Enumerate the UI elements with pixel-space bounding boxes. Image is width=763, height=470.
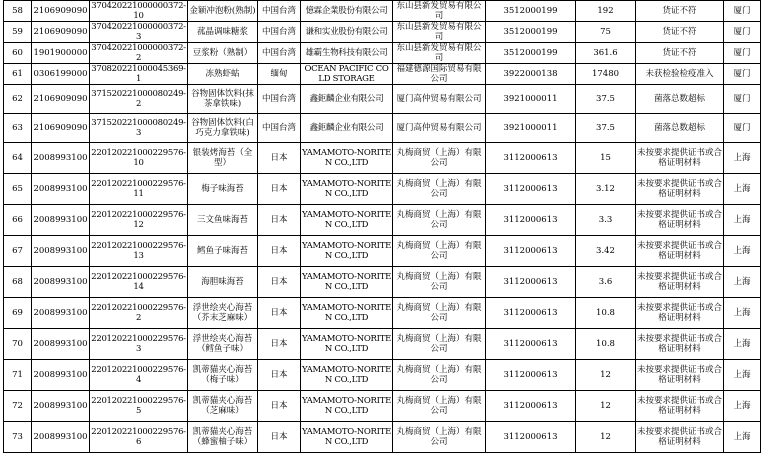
cell-code: 3922000138 (486, 64, 576, 85)
cell-port: 厦门 (724, 64, 761, 85)
cell-reason: 未按要求提供证书或合格证明材料 (636, 329, 724, 360)
cell-hs: 2008993100 (32, 391, 90, 422)
table-row (4, 422, 761, 453)
cell-manufacturer: YAMAMOTO-NORITEN CO.,LTD (301, 267, 393, 298)
cell-manufacturer: YAMAMOTO-NORITEN CO.,LTD (301, 329, 393, 360)
cell-no: 73 (4, 422, 32, 453)
cell-manufacturer: 憶霖企業股份有限公司 (301, 1, 393, 22)
table-row (4, 174, 761, 205)
cell-reason: 未按要求提供证书或合格证明材料 (636, 422, 724, 453)
cell-no: 62 (4, 85, 32, 114)
cell-product: 谷物固体饮料(白巧克力拿铁味) (188, 114, 258, 143)
cell-origin: 日本 (258, 236, 301, 267)
table-row (4, 1, 761, 22)
cell-origin: 日本 (258, 143, 301, 174)
cell-product: 银装烤海苔（全型） (188, 143, 258, 174)
cell-hs: 2008993100 (32, 236, 90, 267)
cell-weight: 361.6 (576, 43, 636, 64)
cell-code: 3921000011 (486, 85, 576, 114)
cell-hs: 0306199000 (32, 64, 90, 85)
cell-hs: 2106909090 (32, 114, 90, 143)
cell-port: 上海 (724, 391, 761, 422)
cell-importer: 厦门高仲贸易有限公司 (393, 85, 486, 114)
table-row (4, 85, 761, 114)
cell-product: 金颖冲泡粉(熟制) (188, 1, 258, 22)
cell-importer: 福建德源国际贸易有限公司 (393, 64, 486, 85)
cell-manufacturer: YAMAMOTO-NORITEN CO.,LTD (301, 360, 393, 391)
cell-id: 371520221000080249-3 (90, 114, 188, 143)
cell-weight: 192 (576, 1, 636, 22)
table-row (4, 298, 761, 329)
cell-weight: 3.6 (576, 267, 636, 298)
table-row (4, 22, 761, 43)
cell-product: 浮世绘夹心海苔（芥末芝麻味） (188, 298, 258, 329)
cell-weight: 3.3 (576, 205, 636, 236)
cell-hs: 2106909090 (32, 22, 90, 43)
cell-id: 370420221000000372-10 (91, 1, 186, 21)
cell-hs: 2008993100 (32, 205, 90, 236)
cell-importer: 丸梅商贸（上海）有限公司 (393, 236, 486, 267)
table-row (4, 205, 761, 236)
cell-weight: 12 (576, 391, 636, 422)
table-row (4, 360, 761, 391)
table-row (4, 114, 761, 143)
cell-hs: 2008993100 (32, 360, 90, 391)
cell-importer: 东山县新发贸易有限公司 (393, 22, 486, 43)
cell-manufacturer: YAMAMOTO-NORITEN CO.,LTD (301, 422, 393, 453)
cell-id: 220120221000229576-4 (90, 360, 188, 391)
cell-reason: 未按要求提供证书或合格证明材料 (636, 205, 724, 236)
cell-id: 220120221000229576-5 (90, 391, 188, 422)
cell-reason: 菌落总数超标 (636, 85, 724, 114)
cell-port: 上海 (724, 267, 761, 298)
table-row (4, 64, 761, 85)
cell-no: 59 (4, 22, 32, 43)
cell-port: 上海 (724, 298, 761, 329)
cell-reason: 未获检验检疫准入 (636, 64, 724, 85)
cell-origin: 中国台湾 (258, 1, 301, 22)
cell-code: 3112000613 (486, 422, 576, 453)
table-row (4, 267, 761, 298)
cell-port: 上海 (724, 174, 761, 205)
cell-id: 220120221000229576-12 (90, 205, 188, 236)
cell-reason: 货证不符 (636, 1, 724, 22)
cell-importer: 丸梅商贸（上海）有限公司 (393, 205, 486, 236)
cell-product: 冻熟虾蛄 (188, 64, 258, 85)
cell-manufacturer: YAMAMOTO-NORITEN CO.,LTD (301, 391, 393, 422)
cell-importer: 东山县新发贸易有限公司 (393, 1, 486, 22)
cell-port: 上海 (724, 236, 761, 267)
cell-no: 69 (4, 298, 32, 329)
cell-hs: 2008993100 (32, 267, 90, 298)
cell-id: 220120221000229576-2 (90, 298, 188, 329)
cell-hs: 2008993100 (32, 422, 90, 453)
cell-weight: 10.8 (576, 329, 636, 360)
cell-code: 3512000199 (486, 43, 576, 64)
cell-id: 220120221000229576-13 (90, 236, 188, 267)
cell-origin: 日本 (258, 267, 301, 298)
cell-port: 上海 (724, 329, 761, 360)
cell-no: 70 (4, 329, 32, 360)
cell-no: 66 (4, 205, 32, 236)
cell-port: 上海 (724, 143, 761, 174)
cell-weight: 3.42 (576, 236, 636, 267)
cell-product: 凯蒂猫夹心海苔（芝麻味） (188, 391, 258, 422)
cell-origin: 中国台湾 (258, 43, 301, 64)
cell-importer: 丸梅商贸（上海）有限公司 (393, 329, 486, 360)
cell-id: 370420221000000372-2 (91, 43, 186, 63)
cell-reason: 未按要求提供证书或合格证明材料 (636, 267, 724, 298)
cell-manufacturer: 谦和实业股份有限公司 (301, 22, 393, 43)
cell-manufacturer: YAMAMOTO-NORITEN CO.,LTD (301, 143, 393, 174)
cell-no: 58 (4, 1, 32, 22)
table-row (4, 329, 761, 360)
cell-hs: 2106909090 (32, 85, 90, 114)
cell-product: 谷物固体饮料(抹茶拿铁味) (188, 85, 258, 114)
cell-origin: 缅甸 (258, 64, 301, 85)
cell-origin: 日本 (258, 298, 301, 329)
cell-no: 64 (4, 143, 32, 174)
cell-no: 60 (4, 43, 32, 64)
cell-port: 上海 (724, 205, 761, 236)
cell-origin: 日本 (258, 174, 301, 205)
cell-code: 3921000011 (486, 114, 576, 143)
cell-hs: 2008993100 (32, 174, 90, 205)
cell-importer: 丸梅商贸（上海）有限公司 (393, 298, 486, 329)
cell-port: 厦门 (724, 1, 761, 22)
cell-reason: 未按要求提供证书或合格证明材料 (636, 174, 724, 205)
cell-code: 3112000613 (486, 205, 576, 236)
cell-importer: 丸梅商贸（上海）有限公司 (393, 143, 486, 174)
table-row (4, 391, 761, 422)
cell-no: 72 (4, 391, 32, 422)
cell-weight: 37.5 (576, 85, 636, 114)
cell-importer: 丸梅商贸（上海）有限公司 (393, 174, 486, 205)
cell-reason: 货证不符 (636, 43, 724, 64)
cell-reason: 未按要求提供证书或合格证明材料 (636, 360, 724, 391)
cell-weight: 17480 (576, 64, 636, 85)
cell-code: 3112000613 (486, 329, 576, 360)
cell-code: 3512000199 (486, 22, 576, 43)
cell-code: 3112000613 (486, 174, 576, 205)
cell-id: 370420221000000372-3 (91, 22, 186, 42)
cell-weight: 75 (576, 22, 636, 43)
cell-product: 凯蒂猫夹心海苔（梅子味） (188, 360, 258, 391)
cell-weight: 15 (576, 143, 636, 174)
cell-manufacturer: YAMAMOTO-NORITEN CO.,LTD (301, 174, 393, 205)
cell-code: 3112000613 (486, 267, 576, 298)
cell-reason: 未按要求提供证书或合格证明材料 (636, 236, 724, 267)
cell-code: 3112000613 (486, 143, 576, 174)
cell-weight: 12 (576, 422, 636, 453)
cell-manufacturer: YAMAMOTO-NORITEN CO.,LTD (301, 298, 393, 329)
cell-hs: 2008993100 (32, 329, 90, 360)
cell-reason: 未按要求提供证书或合格证明材料 (636, 298, 724, 329)
inspection-table (3, 0, 761, 453)
cell-origin: 日本 (258, 205, 301, 236)
cell-weight: 10.8 (576, 298, 636, 329)
cell-manufacturer: 雄霸生物科技有限公司 (301, 43, 393, 64)
cell-product: 凯蒂猫夹心海苔（蜂蜜柚子味） (188, 422, 258, 453)
cell-hs: 2008993100 (32, 298, 90, 329)
cell-hs: 2008993100 (32, 143, 90, 174)
cell-manufacturer: 鑫鉅麟企业有限公司 (301, 114, 393, 143)
cell-origin: 中国台湾 (258, 22, 301, 43)
cell-product: 三文鱼味海苔 (188, 205, 258, 236)
cell-hs: 1901900000 (32, 43, 90, 64)
table-row (4, 143, 761, 174)
cell-no: 71 (4, 360, 32, 391)
cell-id: 220120221000229576-3 (90, 329, 188, 360)
cell-weight: 3.12 (576, 174, 636, 205)
cell-importer: 丸梅商贸（上海）有限公司 (393, 267, 486, 298)
cell-code: 3112000613 (486, 391, 576, 422)
cell-code: 3112000613 (486, 236, 576, 267)
cell-no: 68 (4, 267, 32, 298)
cell-importer: 厦门高仲贸易有限公司 (393, 114, 486, 143)
cell-code: 3112000613 (486, 360, 576, 391)
cell-product: 梅子味海苔 (188, 174, 258, 205)
cell-importer: 东山县新发贸易有限公司 (393, 43, 486, 64)
cell-product: 菰晶调味糖浆 (188, 22, 258, 43)
cell-origin: 日本 (258, 391, 301, 422)
cell-importer: 丸梅商贸（上海）有限公司 (393, 391, 486, 422)
table-row (4, 43, 761, 64)
cell-weight: 37.5 (576, 114, 636, 143)
cell-code: 3512000199 (486, 1, 576, 22)
cell-port: 厦门 (724, 85, 761, 114)
cell-reason: 菌落总数超标 (636, 114, 724, 143)
cell-no: 61 (4, 64, 32, 85)
cell-port: 厦门 (724, 22, 761, 43)
cell-manufacturer: YAMAMOTO-NORITEN CO.,LTD (301, 236, 393, 267)
cell-port: 厦门 (724, 114, 761, 143)
cell-importer: 丸梅商贸（上海）有限公司 (393, 422, 486, 453)
cell-id: 220120221000229576-6 (90, 422, 188, 453)
table-row (4, 236, 761, 267)
cell-port: 上海 (724, 360, 761, 391)
cell-code: 3112000613 (486, 298, 576, 329)
cell-manufacturer: OCEAN PACIFIC COLD STORAGE (301, 64, 393, 85)
cell-origin: 日本 (258, 360, 301, 391)
cell-id: 220120221000229576-14 (90, 267, 188, 298)
cell-product: 浮世绘夹心海苔（鳕鱼子味） (188, 329, 258, 360)
cell-reason: 未按要求提供证书或合格证明材料 (636, 143, 724, 174)
cell-id: 371520221000080249-2 (90, 85, 188, 114)
cell-no: 63 (4, 114, 32, 143)
cell-product: 豆浆粉（熟制） (188, 43, 258, 64)
cell-origin: 中国台湾 (258, 85, 301, 114)
cell-origin: 日本 (258, 422, 301, 453)
cell-origin: 日本 (258, 329, 301, 360)
cell-id: 370820221000045369-1 (91, 64, 186, 84)
cell-hs: 2106909090 (32, 1, 90, 22)
cell-weight: 12 (576, 360, 636, 391)
cell-importer: 丸梅商贸（上海）有限公司 (393, 360, 486, 391)
cell-port: 厦门 (724, 43, 761, 64)
cell-product: 鳕鱼子味海苔 (188, 236, 258, 267)
cell-origin: 中国台湾 (258, 114, 301, 143)
cell-manufacturer: YAMAMOTO-NORITEN CO.,LTD (301, 205, 393, 236)
cell-product: 海胆味海苔 (188, 267, 258, 298)
cell-id: 220120221000229576-11 (90, 174, 188, 205)
cell-port: 上海 (724, 422, 761, 453)
cell-reason: 未按要求提供证书或合格证明材料 (636, 391, 724, 422)
cell-manufacturer: 鑫鉅麟企业有限公司 (301, 85, 393, 114)
cell-reason: 货证不符 (636, 22, 724, 43)
cell-id: 220120221000229576-10 (90, 143, 188, 174)
cell-no: 65 (4, 174, 32, 205)
cell-no: 67 (4, 236, 32, 267)
